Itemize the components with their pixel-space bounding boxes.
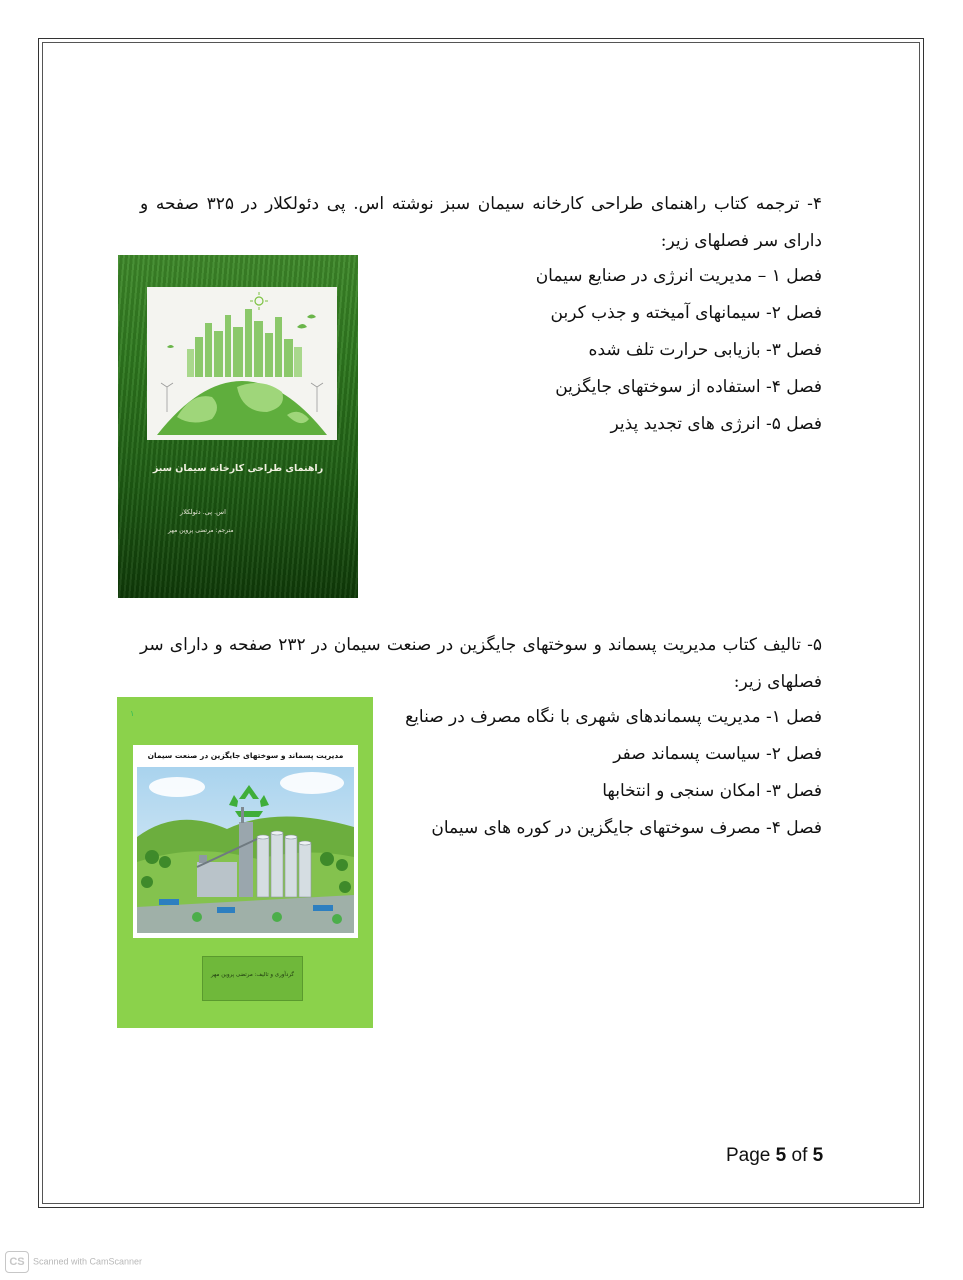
chapter-item: فصل ۱ – مدیریت انرژی در صنایع سیمان bbox=[535, 266, 822, 286]
chapter-item: فصل ۳- بازیابی حرارت تلف شده bbox=[588, 340, 822, 360]
cover-credit-box bbox=[202, 956, 303, 1001]
camscanner-watermark bbox=[5, 1251, 142, 1273]
cover-illustration-green-city bbox=[147, 287, 337, 440]
footer-prefix: Page bbox=[726, 1145, 776, 1166]
cover-title: راهنمای طراحی کارخانه سیمان سبز bbox=[152, 463, 324, 474]
book-cover-waste-management bbox=[117, 697, 373, 1028]
chapter-item: فصل ۴- استفاده از سوختهای جایگزین bbox=[555, 377, 822, 397]
cover-panel bbox=[133, 745, 358, 938]
footer-current-page: 5 bbox=[775, 1145, 787, 1166]
chapter-item: فصل ۴- مصرف سوختهای جایگزین در کوره های سیمان bbox=[431, 818, 822, 838]
book-cover-green-cement bbox=[118, 255, 358, 598]
cover-translator: مترجم: مرتضی پروین مهر bbox=[168, 527, 234, 534]
camscanner-text: Scanned with CamScanner bbox=[33, 1256, 143, 1267]
chapter-item: فصل ۵- انرژی های تجدید پذیر bbox=[610, 414, 822, 434]
cover-page-number: ۱ bbox=[130, 709, 135, 718]
chapter-item: فصل ۲- سیاست پسماند صفر bbox=[613, 744, 822, 764]
section-5-chapter-list bbox=[405, 699, 822, 847]
cover-illustration-cement-plant bbox=[137, 767, 354, 933]
cover-credit: گردآوری و تالیف: مرتضی پروین مهر bbox=[210, 972, 295, 978]
section-5-intro: ۵- تالیف کتاب مدیریت پسماند و سوختهای جایگزین در صنعت سیمان در ۲۳۲ صفحه و دارای سر فصلهای زیر: bbox=[140, 635, 822, 692]
section-4-intro: ۴- ترجمه کتاب راهنمای طراحی کارخانه سیمان سبز نوشته اس. پی دئولکلار در ۳۲۵ صفحه و دارای سر فصلهای زیر: bbox=[140, 194, 822, 251]
chapter-item: فصل ۲- سیمانهای آمیخته و جذب کربن bbox=[550, 303, 822, 323]
camscanner-logo: CS bbox=[5, 1251, 29, 1273]
cover-author: اس. پی. دئولکلار bbox=[180, 508, 226, 516]
cover-title: مدیریت پسماند و سوختهای جایگزین در صنعت سیمان bbox=[147, 751, 344, 760]
chapter-item: فصل ۳- امکان سنجی و انتخابها bbox=[602, 781, 822, 801]
chapter-item: فصل ۱- مدیریت پسماندهای شهری با نگاه مصرف در صنایع bbox=[405, 707, 822, 727]
section-4-chapter-list bbox=[536, 258, 822, 443]
page-number-footer bbox=[726, 1145, 823, 1167]
footer-middle: of bbox=[786, 1145, 813, 1166]
footer-total-pages: 5 bbox=[812, 1145, 824, 1166]
